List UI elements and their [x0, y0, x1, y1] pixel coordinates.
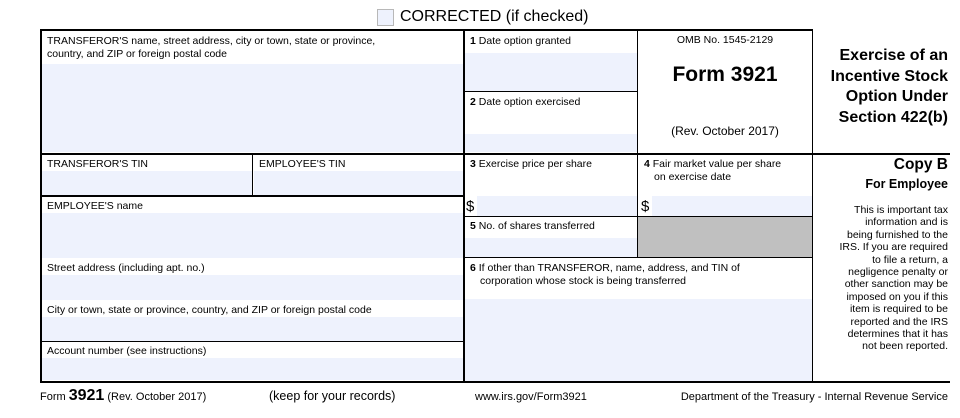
account-input[interactable] — [41, 358, 463, 380]
form-name: Form 3921 — [672, 63, 778, 86]
corrected-checkbox[interactable] — [377, 9, 394, 26]
rule — [40, 195, 464, 197]
box2-input[interactable] — [465, 134, 637, 152]
transferor-name-input[interactable] — [41, 64, 463, 152]
rule — [40, 153, 950, 155]
omb-number: OMB No. 1545-2129 — [676, 34, 774, 46]
rule — [463, 91, 637, 92]
for-employee-label: For Employee — [865, 177, 948, 191]
box1-input[interactable] — [465, 53, 637, 91]
footer-dept: Department of the Treasury - Internal Revenue Service — [680, 391, 948, 403]
revision: (Rev. October 2017) — [671, 124, 779, 138]
transferor-name-label-2: country, and ZIP or foreign postal code — [47, 48, 227, 60]
form-title: Exercise of an Incentive Stock Option Under Section 422(b) — [830, 47, 948, 126]
box3-dollar-sign: $ — [466, 198, 475, 215]
account-label: Account number (see instructions) — [47, 345, 207, 357]
rule — [40, 29, 42, 382]
box5-input[interactable] — [465, 238, 637, 257]
city-input[interactable] — [41, 317, 463, 341]
rule — [40, 29, 813, 31]
employee-name-input[interactable] — [41, 213, 463, 258]
shaded-box — [638, 217, 812, 257]
rule — [463, 257, 813, 258]
box3-label: 3 Exercise price per share — [470, 158, 592, 170]
transferor-tin-input[interactable] — [41, 171, 252, 195]
footer-url[interactable]: www.irs.gov/Form3921 — [475, 391, 587, 403]
box4-label: 4 Fair market value per share — [644, 158, 782, 170]
employee-tin-label: EMPLOYEE'S TIN — [259, 158, 346, 170]
rule — [463, 29, 465, 382]
box5-label: 5 No. of shares transferred — [470, 220, 595, 232]
corrected-label: CORRECTED (if checked) — [400, 8, 589, 25]
street-label: Street address (including apt. no.) — [47, 262, 205, 274]
box1-label: 1 Date option granted — [470, 35, 571, 47]
employee-tin-input[interactable] — [254, 171, 463, 195]
employee-name-label: EMPLOYEE'S name — [47, 200, 143, 212]
city-label: City or town, state or province, country, and ZIP or foreign postal code — [47, 304, 372, 316]
rule — [252, 154, 253, 196]
copy-label: Copy B — [893, 156, 948, 173]
rule — [40, 341, 464, 342]
box2-label: 2 Date option exercised — [470, 96, 581, 108]
transferor-tin-label: TRANSFEROR'S TIN — [47, 158, 148, 170]
footer-keep: (keep for your records) — [269, 389, 396, 403]
box6-input[interactable] — [465, 299, 812, 381]
box4-dollar-sign: $ — [641, 198, 650, 215]
box6-label-2: corporation whose stock is being transferred — [480, 275, 687, 287]
footer-form-id: Form 3921 (Rev. October 2017) — [40, 387, 207, 404]
rule — [463, 216, 813, 217]
box3-input[interactable] — [477, 196, 637, 216]
rule — [40, 381, 950, 383]
notice-text: This is important tax information and is being furnished to the IRS. If you are required to file a return, a negligence penalty or other sanction may be imposed on you if this item is required to be reported and the IRS determines that it has not been reported. — [839, 204, 948, 353]
box6-label: 6 If other than TRANSFEROR, name, address, and TIN of — [470, 262, 740, 274]
box4-label-2: on exercise date — [654, 171, 732, 183]
transferor-name-label: TRANSFEROR'S name, street address, city or town, state or province, — [47, 35, 376, 47]
box4-input[interactable] — [652, 196, 812, 216]
street-input[interactable] — [41, 275, 463, 300]
